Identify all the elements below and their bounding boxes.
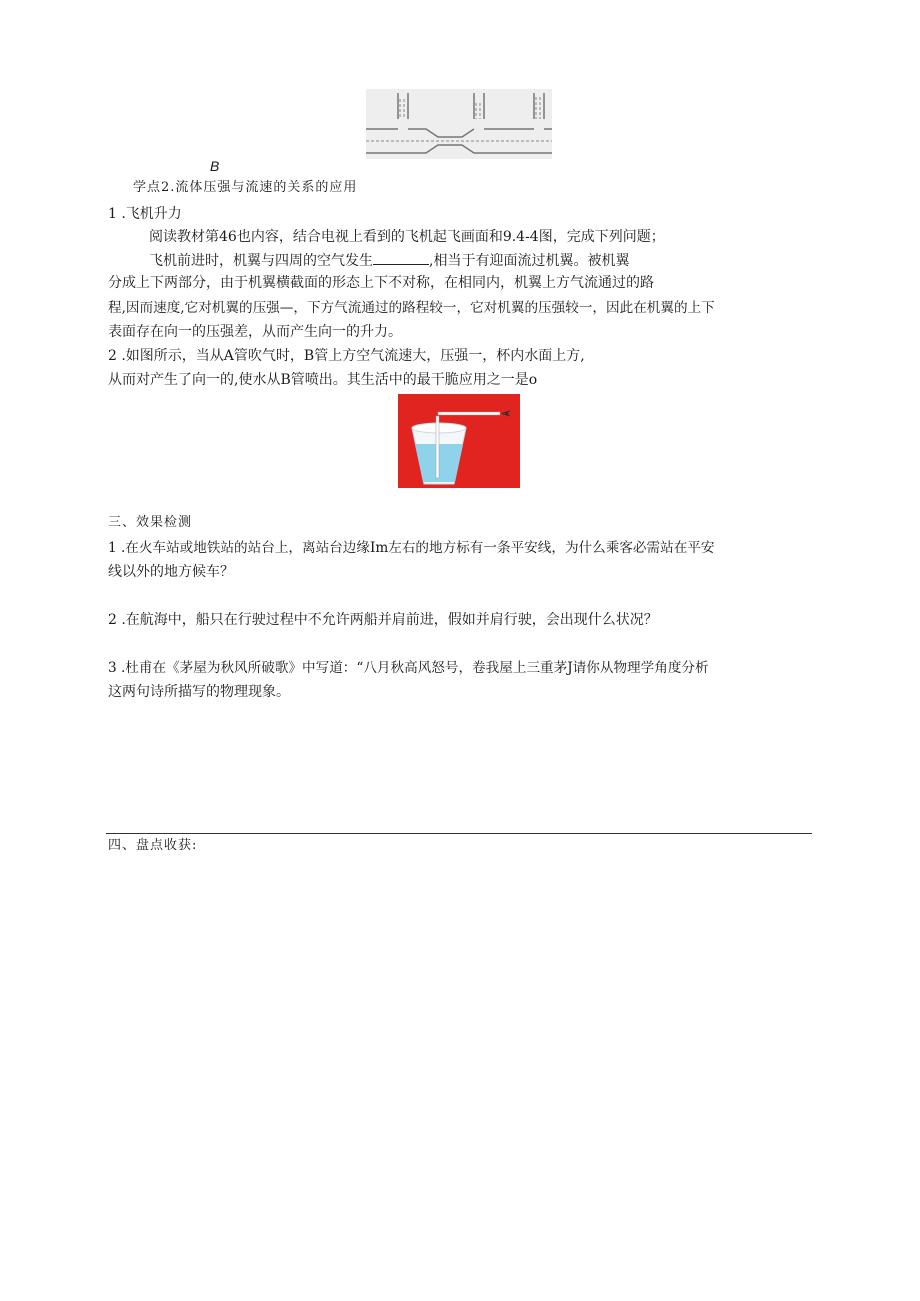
item2-line1: 2 .如图所示，当从A管吹气时，B管上方空气流速大，压强一，杯内水面上方, (108, 348, 585, 364)
figure-label-b: B (210, 158, 220, 174)
item2-line2: 从而对产生了向一的,使水从B管喷出。其生活中的最干脆应用之一是o (108, 372, 538, 388)
item1-line3: 分成上下两部分，由于机翼横截面的形态上下不对称，在相同内，机翼上方气流通过的路 (108, 275, 654, 291)
blowing-straw-cup-figure (398, 394, 520, 488)
section-point2-title: 学点2.流体压强与流速的关系的应用 (133, 180, 358, 195)
item1-line5: 表面存在向一的压强差，从而产生向一的升力。 (108, 324, 402, 340)
section3-title: 三、效果检测 (108, 515, 193, 530)
fill-in-blank (373, 250, 429, 265)
question1-line2: 线以外的地方候车？ (108, 564, 234, 580)
question3-line2: 这两句诗所描写的物理现象。 (108, 684, 290, 700)
item1-line2-part-a: 飞机前进时，机翼与四周的空气发生 (149, 253, 373, 269)
item1-line2 (149, 250, 629, 271)
divider-line (106, 833, 812, 834)
venturi-tube-figure (366, 89, 552, 159)
question2: 2 .在航海中，船只在行驶过程中不允许两船并肩前进，假如并肩行驶，会出现什么状况？ (108, 612, 658, 628)
question1-line1: 1 .在火车站或地铁站的站台上，离站台边缘Im左右的地方标有一条平安线，为什么乘客必需站在平安 (108, 540, 715, 556)
item1-line2-part-b: ,相当于有迎面流过机翼。被机翼 (429, 253, 630, 269)
item1-line4: 程,因而速度,它对机翼的压强—，下方气流通过的路程较一，它对机翼的压强较一，因此在机翼的上下 (108, 300, 715, 316)
item1-line1: 阅读教材第46也内容，结合电视上看到的飞机起飞画面和9.4-4图，完成下列问题； (149, 229, 665, 245)
item1-heading: 1 .飞机升力 (108, 206, 182, 222)
section4-title: 四、盘点收获: (108, 838, 198, 853)
question3-line1: 3 .杜甫在《茅屋为秋风所破歌》中写道：“八月秋高风怒号，卷我屋上三重茅J请你从物理学角度分析 (108, 660, 709, 676)
